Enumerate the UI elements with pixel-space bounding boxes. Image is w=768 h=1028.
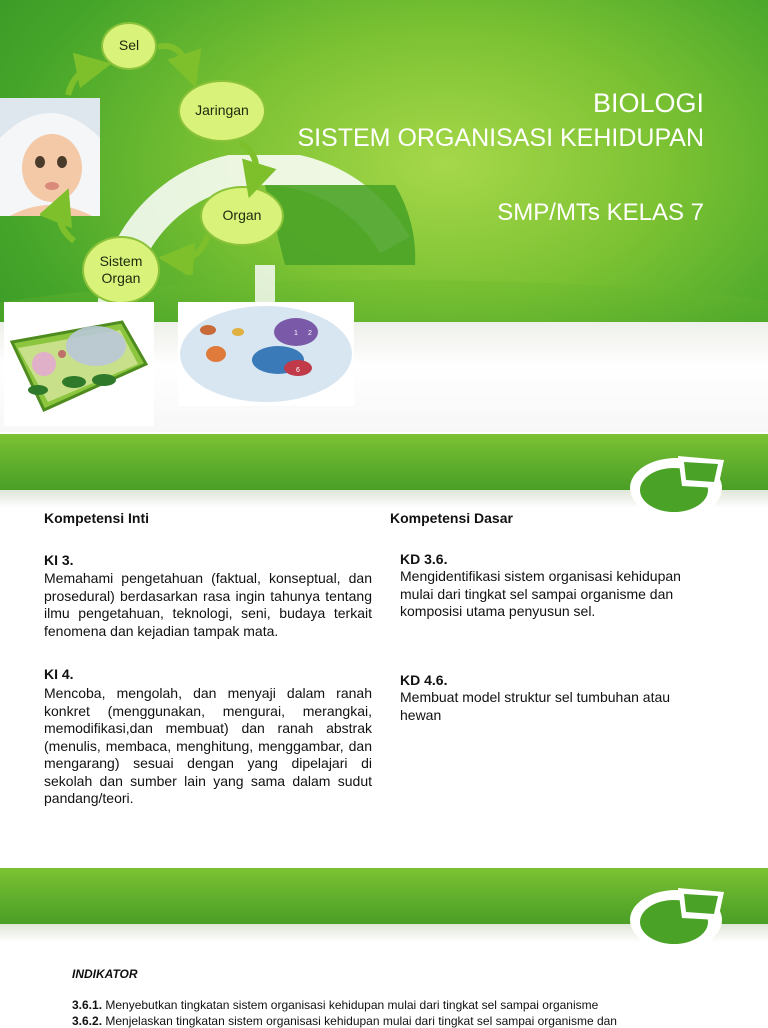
- ki3-title: KI 3.: [44, 552, 74, 568]
- ki3-text: Memahami pengetahuan (faktual, konseptual, dan prosedural) berdasarkan rasa ingin tahunya tentang ilmu pengetahuan, teknologi, seni, budaya terkait fenomena dan kejadian tampak mata.: [44, 570, 372, 639]
- ki4-title: KI 4.: [44, 666, 74, 682]
- ki4-text: Mencoba, mengolah, dan menyaji dalam ranah konkret (menggunakan, mengurai, merangkai, memodifikasi,dan membuat) dan ranah abstrak (menulis, membaca, menghitung, menggambar, dan mengarang) sesuai dengan yang dipelajari di sekolah dan sumber lain yang sama dalam sudut pandang/teori.: [44, 685, 372, 806]
- cycle-label-sistem: Sistem: [99, 252, 143, 269]
- cell-label-2: 2: [308, 330, 312, 337]
- cycle-label-jaringan: Jaringan: [195, 102, 249, 119]
- kd36-text: Mengidentifikasi sistem organisasi kehidupan mulai dari tingkat sel sampai organisme dan komposisi utama penyusun sel.: [400, 568, 681, 619]
- indicator-number: 3.6.1.: [72, 998, 103, 1012]
- kd36-title: KD 3.6.: [400, 551, 448, 567]
- arrow-jaringan-organ: [240, 143, 256, 181]
- kd46-title: KD 4.6.: [400, 672, 448, 688]
- cycle-label-organ-2: Organ: [101, 270, 141, 286]
- ki-header: Kompetensi Inti: [44, 510, 150, 526]
- slide2-logo-icon: [626, 446, 734, 522]
- arrow-organ-sistem: [176, 235, 208, 259]
- indicator-text: Menyebutkan tingkatan sistem organisasi kehidupan mulai dari tingkat sel sampai organisme: [102, 998, 599, 1012]
- indicator-item: [72, 998, 598, 1012]
- indicator-text: Menjelaskan tingkatan sistem organisasi kehidupan mulai dari tingkat sel sampai organisme dan: [102, 1014, 617, 1028]
- kd46-text: Membuat model struktur sel tumbuhan atau hewan: [400, 689, 671, 723]
- indicator-slide: [0, 866, 768, 1028]
- arrow-sel-jaringan: [158, 46, 190, 71]
- arrow-sistem-organisme: [60, 205, 74, 241]
- cycle-label-organ: Organ: [222, 207, 262, 224]
- indicator-heading: INDIKATOR: [72, 967, 138, 981]
- slide-title: BIOLOGI: [592, 88, 704, 118]
- cycle-label-sel: Sel: [118, 37, 140, 54]
- indicator-item: [72, 1014, 617, 1028]
- title-slide: [0, 0, 768, 432]
- slide3-logo-icon: [626, 878, 734, 954]
- cell-label-6: 6: [296, 367, 300, 374]
- cell-label-1: 1: [294, 330, 298, 337]
- arrow-organisme-sel: [68, 67, 94, 95]
- competency-slide: [0, 432, 768, 866]
- slide-grade: SMP/MTs KELAS 7: [497, 199, 704, 226]
- plant-cell-image: [4, 302, 154, 426]
- animal-cell-image: [178, 302, 354, 406]
- cycle-arrows: [40, 35, 280, 275]
- slide-subtitle: SISTEM ORGANISASI KEHIDUPAN: [297, 124, 704, 152]
- indicator-number: 3.6.2.: [72, 1014, 103, 1028]
- kd-header: Kompetensi Dasar: [390, 510, 513, 526]
